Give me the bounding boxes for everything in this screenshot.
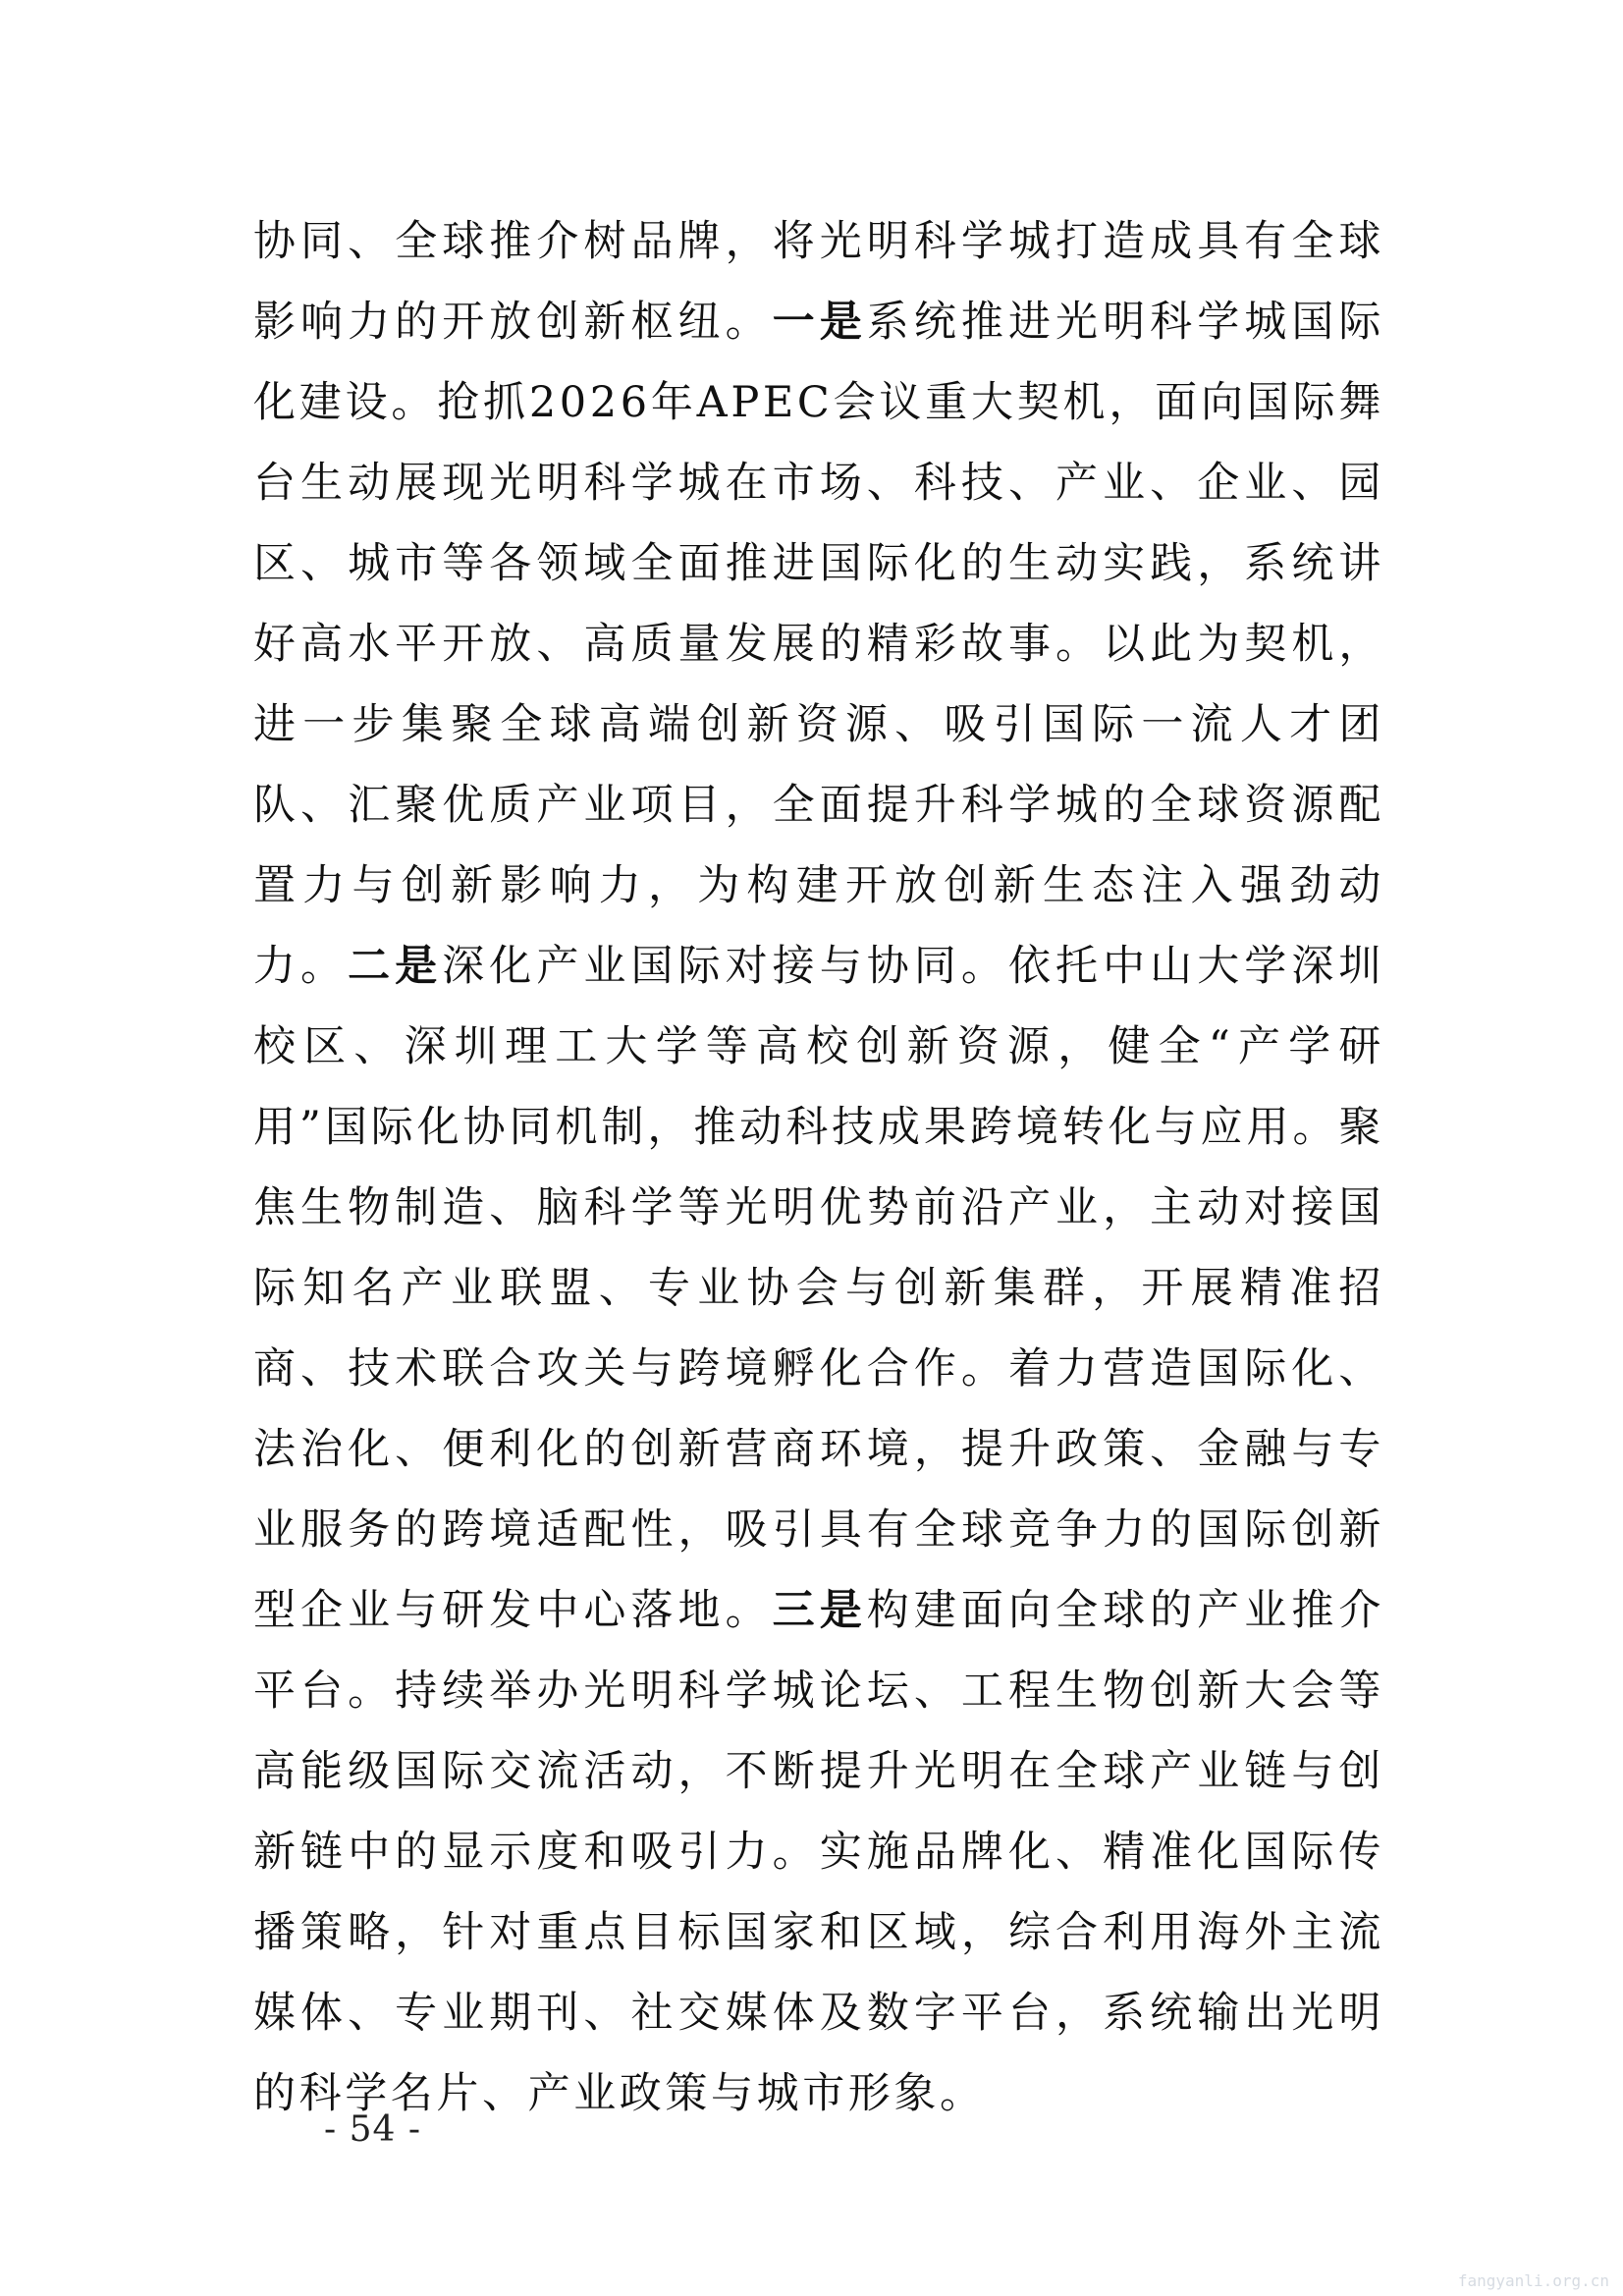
paragraph-segment-1: 协同、全球推介树品牌，将光明科学城打造成具有全球影响力的开放创新枢纽。 (253, 217, 1384, 347)
lead-phrase-1: 一是 (772, 298, 867, 347)
paragraph-segment-4: 构建面向全球的产业推介平台。持续举办光明科学城论坛、工程生物创新大会等高能级国际交流活动，不断提升光明在全球产业链与创新链中的显示度和吸引力。实施品牌化、精准化国际传播策略，针对重点目标国家和区域，综合利用海外主流媒体、专业期刊、社交媒体及数字平台，系统输出光明的科学名片、产业政策与城市形象。 (253, 1586, 1384, 2118)
watermark: fangyanli.org.cn (1457, 2271, 1609, 2290)
lead-phrase-2: 二是 (348, 942, 443, 991)
page-number: - 54 - (324, 2109, 422, 2150)
paragraph-segment-2: 系统推进光明科学城国际化建设。抢抓2026年APEC会议重大契机，面向国际舞台生动展现光明科学城在市场、科技、产业、企业、园区、城市等各领域全面推进国际化的生动实践，系统讲好高水平开放、高质量发展的精彩故事。以此为契机，进一步集聚全球高端创新资源、吸引国际一流人才团队、汇聚优质产业项目，全面提升科学城的全球资源配置力与创新影响力，为构建开放创新生态注入强劲动力。 (253, 298, 1384, 991)
paragraph-segment-3: 深化产业国际对接与协同。依托中山大学深圳校区、深圳理工大学等高校创新资源，健全“产学研用”国际化协同机制，推动科技成果跨境转化与应用。聚焦生物制造、脑科学等光明优势前沿产业，主动对接国际知名产业联盟、专业协会与创新集群，开展精准招商、技术联合攻关与跨境孵化合作。着力营造国际化、法治化、便利化的创新营商环境，提升政策、金融与专业服务的跨境适配性，吸引具有全球竞争力的国际创新型企业与研发中心落地。 (253, 942, 1385, 1635)
lead-phrase-3: 三是 (772, 1586, 867, 1635)
body-paragraph (253, 201, 1384, 2134)
